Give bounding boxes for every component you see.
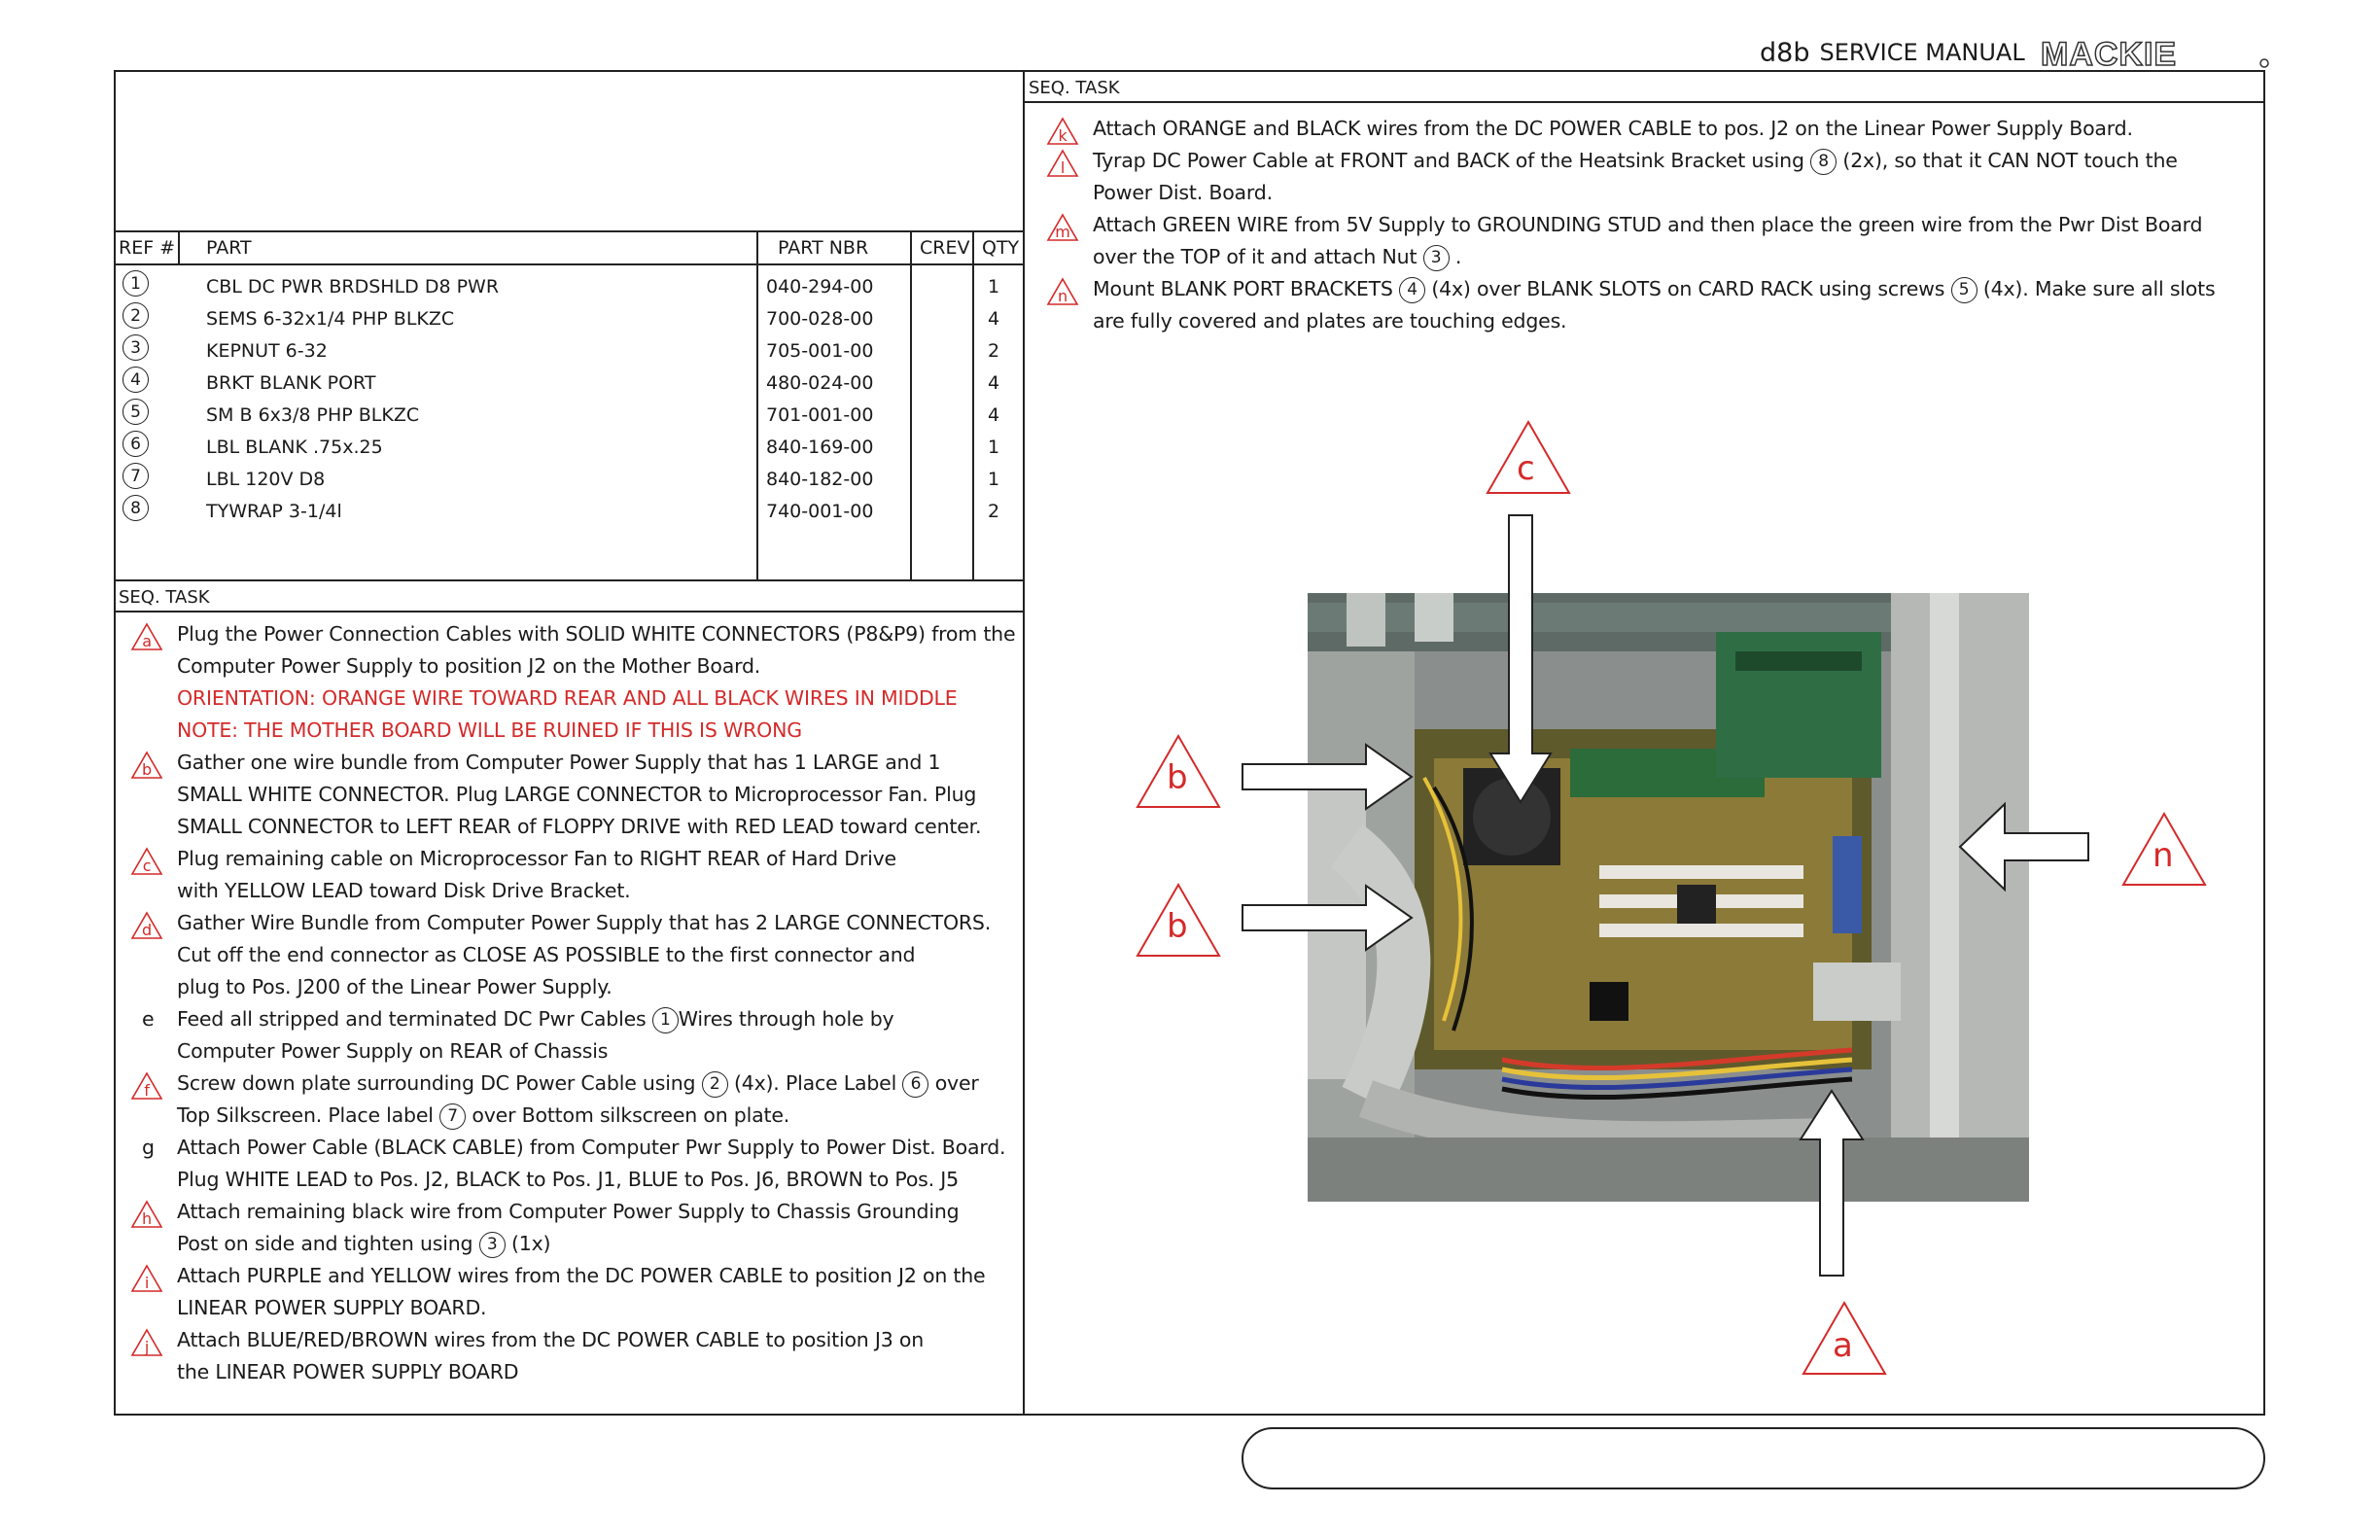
part-qty: 4	[988, 372, 1000, 394]
part-number: 740-001-00	[766, 501, 874, 522]
task-letter: n	[1058, 287, 1068, 305]
task-line: Attach BLUE/RED/BROWN wires from the DC POWER CABLE to position J3 on	[177, 1328, 925, 1351]
task-line: Tyrap DC Power Cable at FRONT and BACK of the Heatsink Bracket using 8 (2x), so that it CAN NOT touch the	[1093, 145, 2240, 177]
col-qty: QTY	[982, 237, 1020, 259]
part-ref-circle: 2	[702, 1071, 728, 1098]
task-line: Attach Power Cable (BLACK CABLE) from Computer Pwr Supply to Power Dist. Board.	[177, 1136, 1006, 1159]
part-name: SEMS 6-32x1/4 PHP BLKZC	[206, 308, 455, 330]
task-letter: k	[1058, 126, 1068, 145]
task-line: Attach ORANGE and BLACK wires from the DC POWER CABLE to pos. J2 on the Linear Power Supply Board.	[1093, 117, 2133, 140]
part-number: 480-024-00	[766, 372, 874, 394]
part-ref-circle: 8	[1810, 149, 1837, 175]
part-name: BRKT BLANK PORT	[206, 372, 376, 394]
part-ref-circle: 3	[1423, 245, 1450, 271]
part-ref-circle: 7	[439, 1103, 466, 1130]
task-letter: c	[142, 857, 152, 875]
task-warning-line: ORIENTATION: ORANGE WIRE TOWARD REAR AND ALL BLACK WIRES IN MIDDLE	[177, 686, 958, 710]
part-qty: 2	[988, 501, 1000, 522]
task-line: Computer Power Supply on REAR of Chassis	[177, 1039, 609, 1063]
task-line: Attach GREEN WIRE from 5V Supply to GROUNDING STUD and then place the green wire from the Pwr Dist Board	[1093, 213, 2203, 236]
callout-n: n	[2152, 836, 2174, 875]
ref-circle: 5	[122, 399, 149, 425]
callout-a: a	[1833, 1326, 1853, 1365]
model-name: d8b	[1760, 37, 1810, 68]
task-line: LINEAR POWER SUPPLY BOARD.	[177, 1296, 487, 1319]
task-letter: f	[144, 1081, 150, 1100]
col-ref: REF #	[119, 237, 176, 259]
part-number: 700-028-00	[766, 308, 874, 330]
task-letter: h	[142, 1209, 152, 1228]
task-line: Attach PURPLE and YELLOW wires from the DC POWER CABLE to position J2 on the	[177, 1264, 986, 1287]
part-number: 840-182-00	[766, 469, 874, 490]
task-line: Plug WHITE LEAD to Pos. J2, BLACK to Pos. J1, BLUE to Pos. J6, BROWN to Pos. J5	[177, 1168, 959, 1191]
part-name: SM B 6x3/8 PHP BLKZC	[206, 404, 420, 426]
task-line: Plug remaining cable on Microprocessor Fan to RIGHT REAR of Hard Drive	[177, 847, 896, 870]
ref-circle: 8	[122, 495, 149, 521]
task-letter: i	[144, 1274, 150, 1292]
ref-circle: 4	[122, 367, 149, 393]
part-qty: 1	[988, 276, 1000, 298]
right-seq-header: SEQ. TASK	[1029, 78, 1120, 98]
part-ref-circle: 6	[902, 1071, 928, 1098]
col-crev: CREV	[920, 237, 970, 259]
task-letter: g	[142, 1136, 155, 1159]
task-line: SMALL CONNECTOR to LEFT REAR of FLOPPY DRIVE with RED LEAD toward center.	[177, 815, 982, 838]
task-line: Gather one wire bundle from Computer Power Supply that has 1 LARGE and 1	[177, 751, 941, 774]
ref-circle: 7	[122, 463, 149, 489]
task-letter: e	[142, 1007, 155, 1031]
task-warning-line: NOTE: THE MOTHER BOARD WILL BE RUINED IF THIS IS WRONG	[177, 718, 802, 742]
svg-text:MACKIE: MACKIE	[2040, 36, 2177, 69]
part-ref-circle: 4	[1399, 277, 1425, 303]
task-line: Cut off the end connector as CLOSE AS POSSIBLE to the first connector and	[177, 943, 916, 966]
task-line: are fully covered and plates are touching edges.	[1093, 309, 1567, 332]
task-line: Plug the Power Connection Cables with SOLID WHITE CONNECTORS (P8&P9) from the	[177, 622, 1016, 646]
task-letter: j	[144, 1338, 150, 1356]
part-qty: 4	[988, 308, 1000, 330]
callout-b-upper: b	[1167, 758, 1188, 797]
col-part: PART	[206, 237, 252, 259]
part-name: TYWRAP 3-1/4l	[206, 501, 342, 522]
part-qty: 1	[988, 437, 1000, 458]
task-line: Feed all stripped and terminated DC Pwr Cables 1 Wires through hole by	[177, 1003, 1018, 1035]
task-letter: l	[1060, 158, 1066, 177]
part-name: CBL DC PWR BRDSHLD D8 PWR	[206, 276, 500, 298]
title-block	[1242, 1427, 2265, 1489]
part-name: KEPNUT 6-32	[206, 340, 328, 362]
task-line: the LINEAR POWER SUPPLY BOARD	[177, 1360, 519, 1383]
ref-circle: 2	[122, 302, 149, 329]
manual-title: SERVICE MANUAL	[1819, 39, 2025, 66]
left-seq-header: SEQ. TASK	[119, 587, 210, 608]
task-letter: d	[142, 921, 152, 939]
ref-circle: 3	[122, 334, 149, 361]
part-qty: 4	[988, 404, 1000, 426]
task-line: plug to Pos. J200 of the Linear Power Supply.	[177, 975, 612, 998]
part-number: 040-294-00	[766, 276, 874, 298]
part-name: LBL 120V D8	[206, 469, 326, 490]
task-line: Power Dist. Board.	[1093, 181, 1273, 204]
part-ref-circle: 1	[652, 1007, 679, 1033]
part-qty: 2	[988, 340, 1000, 362]
part-qty: 1	[988, 469, 1000, 490]
task-line: Gather Wire Bundle from Computer Power Supply that has 2 LARGE CONNECTORS.	[177, 911, 992, 934]
task-letter: b	[142, 760, 152, 779]
part-name: LBL BLANK .75x.25	[206, 437, 383, 458]
part-ref-circle: 5	[1951, 277, 1978, 303]
ref-circle: 1	[122, 270, 149, 297]
task-line: Computer Power Supply to position J2 on the Mother Board.	[177, 654, 761, 678]
col-part-nbr: PART NBR	[778, 237, 869, 259]
part-number: 701-001-00	[766, 404, 874, 426]
task-letter: a	[142, 632, 152, 650]
task-line: Top Silkscreen. Place label 7 over Bottom silkscreen on plate.	[177, 1100, 1018, 1132]
part-number: 840-169-00	[766, 437, 874, 458]
task-line: Mount BLANK PORT BRACKETS 4 (4x) over BLANK SLOTS on CARD RACK using screws 5 (4x). Make sure all slots	[1093, 273, 2240, 305]
task-line: SMALL WHITE CONNECTOR. Plug LARGE CONNECTOR to Microprocessor Fan. Plug	[177, 783, 977, 806]
task-letter: m	[1055, 223, 1070, 241]
task-line: Attach remaining black wire from Computer Power Supply to Chassis Grounding	[177, 1200, 960, 1223]
callout-c: c	[1517, 449, 1535, 488]
task-line: over the TOP of it and attach Nut 3 .	[1093, 241, 2240, 273]
part-ref-circle: 3	[479, 1232, 506, 1258]
part-number: 705-001-00	[766, 340, 874, 362]
ref-circle: 6	[122, 431, 149, 457]
task-line: with YELLOW LEAD toward Disk Drive Bracket.	[177, 879, 631, 902]
task-line: Post on side and tighten using 3 (1x)	[177, 1228, 1018, 1260]
task-line: Screw down plate surrounding DC Power Cable using 2 (4x). Place Label 6 over	[177, 1068, 1018, 1100]
callout-b-lower: b	[1167, 907, 1188, 946]
